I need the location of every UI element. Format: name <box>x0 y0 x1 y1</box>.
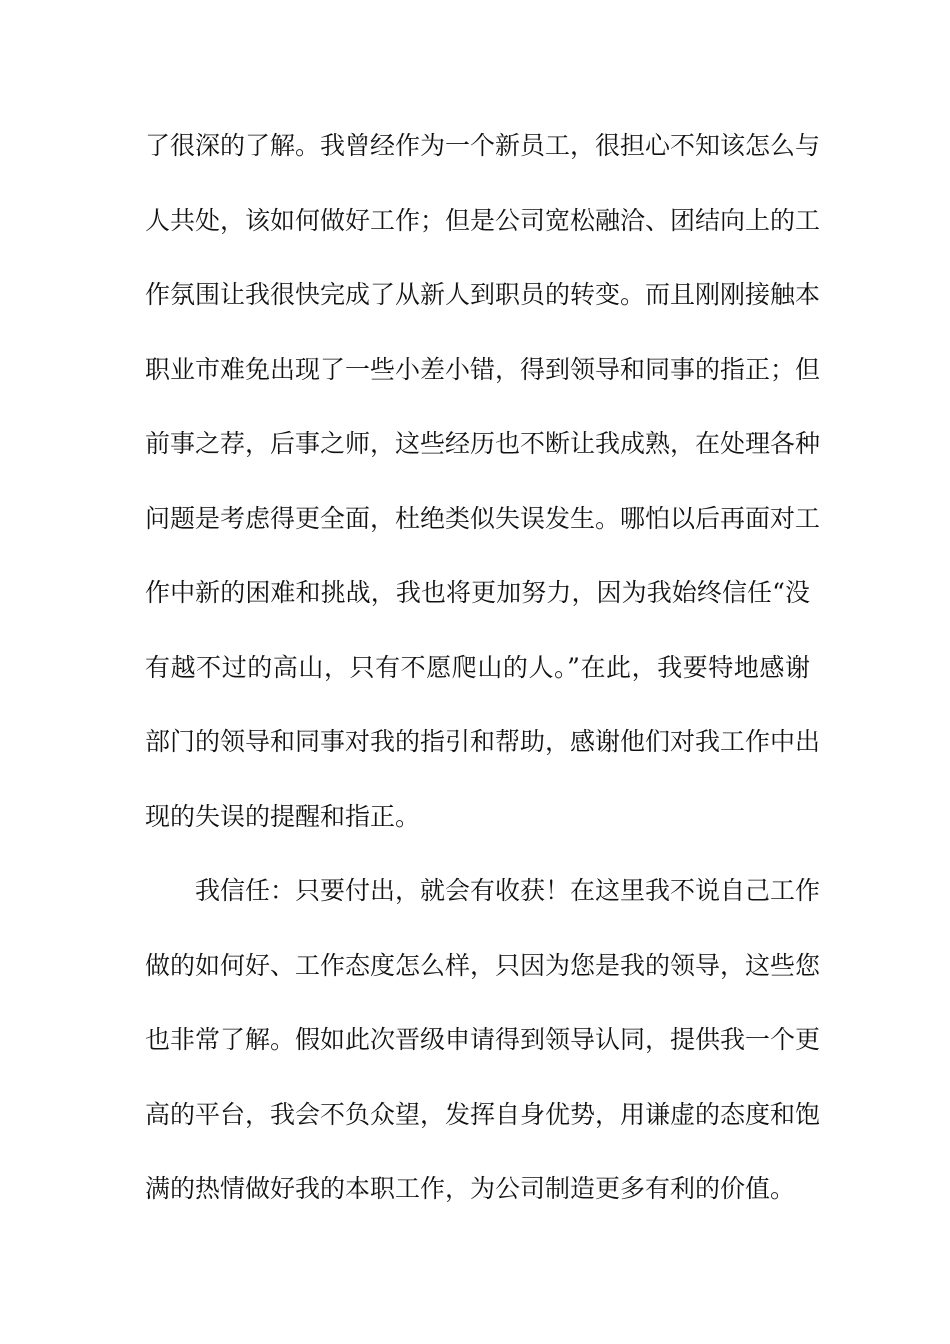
text-line: 也非常了解。假如此次晋级申请得到领导认同，提供我一个更 <box>145 1025 821 1054</box>
paragraph-2 <box>145 876 821 1203</box>
text-line: 作中新的困难和挑战，我也将更加努力，因为我始终信任“没 <box>145 578 810 607</box>
text-line: 作氛围让我很快完成了从新人到职员的转变。而且刚刚接触本 <box>145 280 821 309</box>
text-line: 满的热情做好我的本职工作，为公司制造更多有利的价值。 <box>145 1174 796 1203</box>
text-line: 我信任：只要付出，就会有收获！在这里我不说自己工作 <box>195 876 821 905</box>
text-line: 部门的领导和同事对我的指引和帮助，感谢他们对我工作中出 <box>145 727 821 756</box>
text-line: 问题是考虑得更全面，杜绝类似失误发生。哪怕以后再面对工 <box>145 503 821 533</box>
text-line: 现的失误的提醒和指正。 <box>145 801 421 831</box>
text-line: 人共处，该如何做好工作；但是公司宽松融洽、团结向上的工 <box>145 205 821 235</box>
paragraph-1 <box>145 131 821 831</box>
text-line: 做的如何好、工作态度怎么样，只因为您是我的领导，这些您 <box>145 950 821 980</box>
text-line: 职业市难免出现了一些小差小错，得到领导和同事的指正；但 <box>145 354 821 384</box>
document-body <box>145 131 821 1251</box>
text-line: 高的平台，我会不负众望，发挥自身优势，用谦虚的态度和饱 <box>145 1099 821 1129</box>
text-line: 前事之荐，后事之师，这些经历也不断让我成熟，在处理各种 <box>145 429 821 458</box>
text-line: 了很深的了解。我曾经作为一个新员工，很担心不知该怎么与 <box>145 131 821 160</box>
text-line: 有越不过的高山，只有不愿爬山的人。”在此，我要特地感谢 <box>145 652 810 682</box>
